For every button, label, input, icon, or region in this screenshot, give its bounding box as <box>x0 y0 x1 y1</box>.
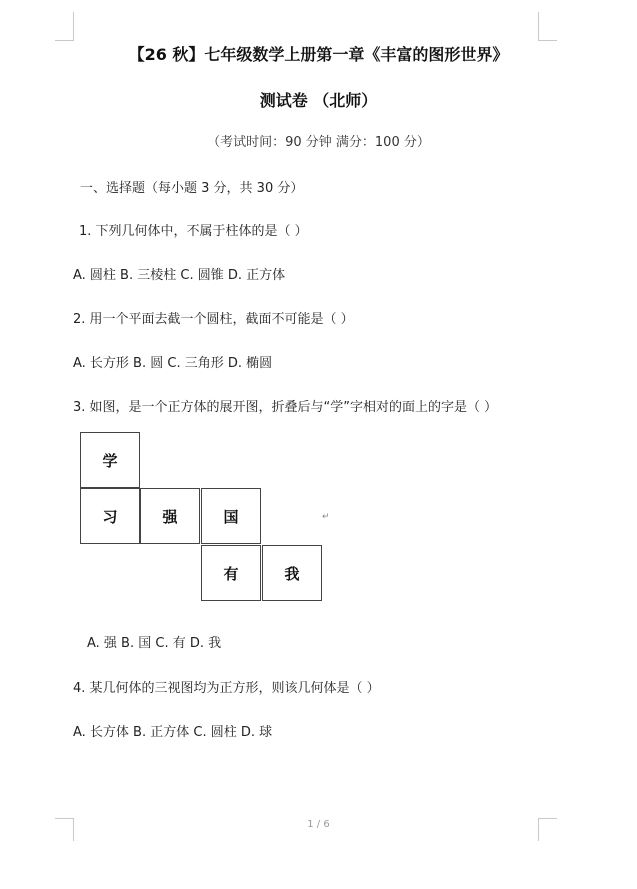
question-3-stem: 3. 如图，是一个正方体的展开图，折叠后与“学”字相对的面上的字是（ ） <box>73 400 498 415</box>
question-4-options: A. 长方体 B. 正方体 C. 圆柱 D. 球 <box>73 725 273 740</box>
net-cell: 国 <box>201 488 261 544</box>
page-corner-mark <box>55 12 74 41</box>
page-corner-mark <box>538 12 557 41</box>
question-1-stem: 1. 下列几何体中，不属于柱体的是（ ） <box>79 224 308 239</box>
net-cell: 有 <box>201 545 261 601</box>
question-2-options: A. 长方形 B. 圆 C. 三角形 D. 椭圆 <box>73 356 273 371</box>
question-4-stem: 4. 某几何体的三视图均为正方形，则该几何体是（ ） <box>73 681 380 696</box>
net-cell: 学 <box>80 432 140 488</box>
section-heading: 一、选择题（每小题 3 分，共 30 分） <box>80 181 304 196</box>
question-1-options: A. 圆柱 B. 三棱柱 C. 圆锥 D. 正方体 <box>73 268 286 283</box>
page-title: 【26 秋】七年级数学上册第一章《丰富的图形世界》 <box>128 45 509 64</box>
question-2-stem: 2. 用一个平面去截一个圆柱，截面不可能是（ ） <box>73 312 354 327</box>
question-3-options: A. 强 B. 国 C. 有 D. 我 <box>87 636 222 651</box>
net-cell: 习 <box>80 488 140 544</box>
page-title-line-2: 测试卷 （北师） <box>259 91 378 110</box>
exam-info: （考试时间：90 分钟 满分：100 分） <box>207 135 430 150</box>
paragraph-mark-icon: ↵ <box>322 512 330 522</box>
net-cell: 强 <box>140 488 200 544</box>
page-indicator: 1 / 6 <box>307 819 330 830</box>
net-cell: 我 <box>262 545 322 601</box>
